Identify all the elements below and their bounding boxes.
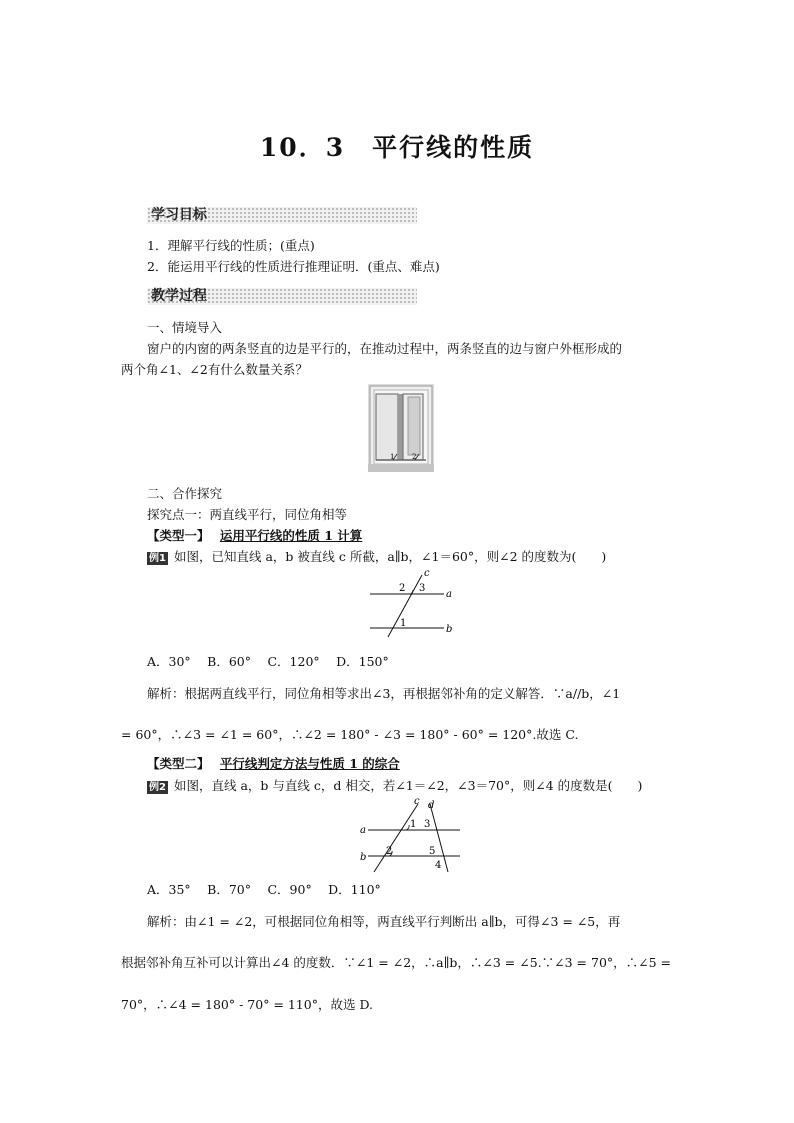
type1-title: 运用平行线的性质 1 计算	[219, 528, 363, 543]
ex2-angle3-label: 3	[424, 819, 431, 830]
type2-title: 平行线判定方法与性质 1 的综合	[219, 756, 400, 771]
page-title: 10．3 平行线的性质	[259, 133, 535, 162]
section-bar-process	[147, 288, 417, 305]
part1-line1: 窗户的内窗的两条竖直的边是平行的，在推动过程中，两条竖直的边与窗户外框形成的	[147, 341, 623, 356]
ex1-label-c: c	[424, 568, 430, 579]
part1-line2: 两个角∠1、∠2有什么数量关系？	[121, 362, 308, 377]
type2-bracket: 【类型二】	[147, 756, 210, 771]
ex2-angle2-label: 2	[386, 846, 393, 857]
example2-question-row	[147, 776, 642, 794]
window-image	[368, 384, 434, 472]
example2-analysis-line1: 解析：由∠1 = ∠2，可根据同位角相等，两直线平行判断出 a∥b，可得∠3 = ∠5，再	[147, 914, 621, 929]
figure-example1	[362, 567, 462, 639]
explore-point-1: 探究点一：两直线平行，同位角相等	[147, 507, 348, 522]
example2-options: A．35° B．70° C．90° D．110°	[147, 882, 381, 897]
goal-item-2: 2．能运用平行线的性质进行推理证明．(重点、难点)	[147, 259, 440, 274]
ex1-angle1-label: 1	[400, 618, 407, 629]
type1-bracket: 【类型一】	[147, 528, 210, 543]
ex2-label-c: c	[414, 796, 420, 807]
example2-question: 如图，直线 a，b 与直线 c，d 相交，若∠1＝∠2，∠3＝70°，则∠4 的度数是( )	[173, 778, 643, 793]
ex2-label-b: b	[360, 852, 367, 863]
window-angle2-label: 2	[412, 453, 417, 461]
example1-analysis-line1: 解析：根据两直线平行，同位角相等求出∠3，再根据邻补角的定义解答．∵a//b，∠1	[147, 686, 621, 701]
example1-options: A．30° B．60° C．120° D．150°	[147, 654, 389, 669]
section-label-goals: 学习目标	[151, 207, 207, 223]
example2-badge: 例2	[149, 782, 166, 793]
example2-analysis-line3: 70°，∴∠4 = 180° - 70° = 110°，故选 D.	[121, 997, 373, 1012]
example1-badge: 例1	[149, 553, 166, 564]
ex2-label-d: d	[428, 800, 435, 811]
section-bar-goals	[147, 207, 417, 224]
type1-header	[147, 526, 362, 544]
example1-question-row	[147, 547, 606, 565]
ex2-angle4-label: 4	[435, 860, 442, 871]
example1-analysis-line2: = 60°，∴∠3 = ∠1 = 60°，∴∠2 = 180° - ∠3 = 180° - 60° = 120°.故选 C.	[121, 727, 579, 742]
ex2-angle5-label: 5	[429, 846, 436, 857]
ex1-angle3-label: 3	[419, 583, 426, 594]
figure-example2	[356, 796, 466, 874]
ex1-angle2-label: 2	[399, 583, 406, 594]
example2-analysis-line2: 根据邻补角互补可以计算出∠4 的度数．∵∠1 = ∠2，∴a∥b，∴∠3 = ∠5.∵∠3 = 70°，∴∠5 =	[121, 955, 672, 970]
part2-heading: 二、合作探究	[147, 486, 223, 501]
ex1-label-a: a	[446, 589, 452, 600]
ex2-angle1-label: 1	[410, 819, 417, 830]
ex1-label-b: b	[446, 624, 453, 635]
type2-header	[147, 754, 400, 772]
window-angle1-label: 1	[390, 453, 395, 461]
section-label-process: 教学过程	[151, 288, 207, 304]
example1-question: 如图，已知直线 a，b 被直线 c 所截，a∥b，∠1＝60°，则∠2 的度数为( )	[173, 549, 607, 564]
ex2-label-a: a	[360, 825, 366, 836]
goal-item-1: 1．理解平行线的性质；(重点)	[147, 238, 315, 253]
part1-heading: 一、情境导入	[147, 320, 223, 335]
